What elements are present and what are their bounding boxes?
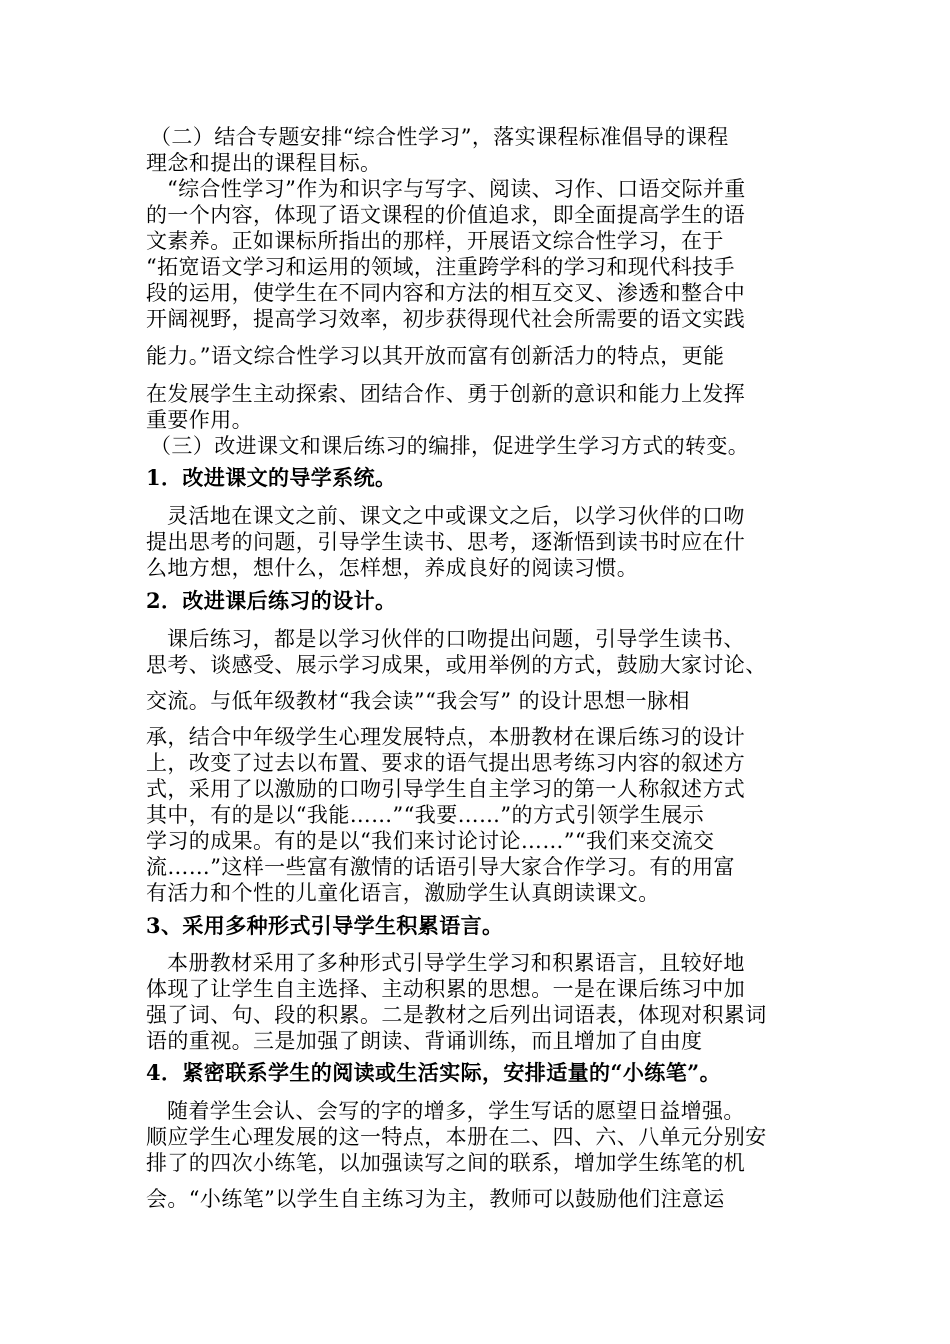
text-line: 式，采用了以激励的口吻引导学生自主学习的第一人称叙述方式 xyxy=(146,777,746,801)
text-line: 流……”这样一些富有激情的话语引导大家合作学习。有的用富 xyxy=(146,855,735,879)
item-heading: 3、采用多种形式引导学生积累语言。 xyxy=(146,913,504,938)
paragraph-first-line: 课后练习，都是以学习伙伴的口吻提出问题，引导学生读书、 xyxy=(167,627,745,651)
item-heading: 1．改进课文的导学系统。 xyxy=(146,465,397,490)
text-line: 会。“小练笔”以学生自主练习为主，教师可以鼓励他们注意运 xyxy=(146,1187,725,1211)
text-line: 有活力和个性的儿童化语言，激励学生认真朗读课文。 xyxy=(146,881,660,905)
section-heading: （三）改进课文和课后练习的编排，促进学生学习方式的转变。 xyxy=(150,434,750,458)
paragraph-first-line: “综合性学习”作为和识字与写字、阅读、习作、口语交际并重 xyxy=(167,177,746,201)
text-line: 上，改变了过去以布置、要求的语气提出思考练习内容的叙述方 xyxy=(146,751,746,775)
text-line: 文素养。正如课标所指出的那样，开展语文综合性学习，在于 xyxy=(146,229,724,253)
text-line: 提出思考的问题，引导学生读书、思考，逐渐悟到读书时应在什 xyxy=(146,530,746,554)
text-line: 顺应学生心理发展的这一特点，本册在二、四、六、八单元分别安 xyxy=(146,1125,767,1149)
text-line: 排了的四次小练笔，以加强读写之间的联系，增加学生练笔的机 xyxy=(146,1151,746,1175)
text-line: 重要作用。 xyxy=(146,408,253,432)
text-line: 思考、谈感受、展示学习成果，或用举例的方式，鼓励大家讨论、 xyxy=(146,653,767,677)
item-heading: 4．紧密联系学生的阅读或生活实际，安排适量的“小练笔”。 xyxy=(146,1060,721,1085)
text-line: 承，结合中年级学生心理发展特点，本册教材在课后练习的设计 xyxy=(146,725,746,749)
text-line: 其中，有的是以“我能……”“我要……”的方式引领学生展示 xyxy=(146,803,705,827)
text-line: 语的重视。三是加强了朗读、背诵训练，而且增加了自由度 xyxy=(146,1029,703,1053)
text-line: “拓宽语文学习和运用的领域，注重跨学科的学习和现代科技手 xyxy=(146,255,735,279)
paragraph-first-line: 灵活地在课文之前、课文之中或课文之后，以学习伙伴的口吻 xyxy=(167,504,745,528)
text-line: 开阔视野，提高学习效率，初步获得现代社会所需要的语文实践 xyxy=(146,307,746,331)
text-line: 学习的成果。有的是以“我们来讨论讨论……”“我们来交流交 xyxy=(146,829,715,853)
paragraph-first-line: 本册教材采用了多种形式引导学生学习和积累语言，且较好地 xyxy=(167,951,745,975)
text-line: 在发展学生主动探索、团结合作、勇于创新的意识和能力上发挥 xyxy=(146,382,746,406)
text-line: 的一个内容，体现了语文课程的价值追求，即全面提高学生的语 xyxy=(146,203,746,227)
paragraph-first-line: 随着学生会认、会写的字的增多，学生写话的愿望日益增强。 xyxy=(167,1099,745,1123)
text-line: 么地方想，想什么，怎样想，养成良好的阅读习惯。 xyxy=(146,556,639,580)
item-heading: 2．改进课后练习的设计。 xyxy=(146,588,397,613)
section-heading: （二）结合专题安排“综合性学习”，落实课程标准倡导的课程 xyxy=(150,125,729,149)
text-line: 强了词、句、段的积累。二是教材之后列出词语表，体现对积累词 xyxy=(146,1003,767,1027)
text-line: 体现了让学生自主选择、主动积累的思想。一是在课后练习中加 xyxy=(146,977,746,1001)
text-line: 理念和提出的课程目标。 xyxy=(146,151,382,175)
text-line: 交流。与低年级教材“我会读”“我会写” 的设计思想一脉相 xyxy=(146,689,690,713)
text-line: 能力。”语文综合性学习以其开放而富有创新活力的特点，更能 xyxy=(146,344,725,368)
text-line: 段的运用，使学生在不同内容和方法的相互交叉、渗透和整合中 xyxy=(146,281,746,305)
